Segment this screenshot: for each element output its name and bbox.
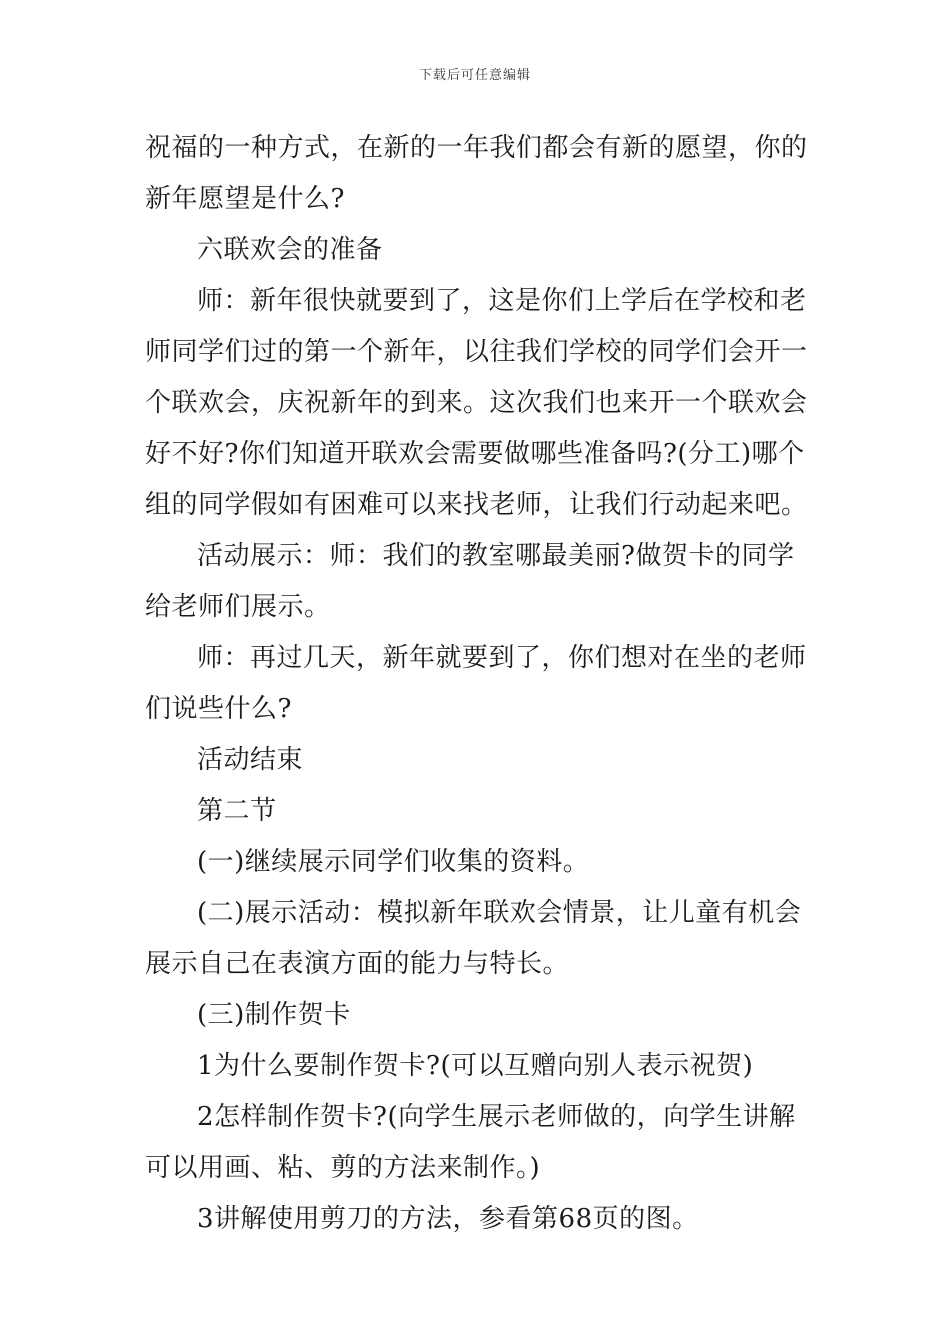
paragraph-step-one: 1为什么要制作贺卡?(可以互赠向别人表示祝贺) [197,1051,754,1081]
paragraph-step-two: 2怎样制作贺卡?(向学生展示老师做的，向学生讲解可以用画、粘、剪的方法来制作。) [145,1102,796,1183]
paragraph-item-one: (一)继续展示同学们收集的资料。 [197,847,590,877]
paragraph-continuation: 祝福的一种方式，在新的一年我们都会有新的愿望，你的新年愿望是什么? [145,133,808,214]
paragraph-section-two: 第二节 [197,796,277,826]
paragraph-teacher-question: 师：再过几天，新年就要到了，你们想对在坐的老师们说些什么? [145,643,807,724]
paragraph-section-heading: 六联欢会的准备 [197,235,383,265]
page-header: 下载后可任意编辑 [418,68,531,83]
paragraph-activity-display: 活动展示：师：我们的教室哪最美丽?做贺卡的同学给老师们展示。 [145,541,795,622]
paragraph-item-two: (二)展示活动：模拟新年联欢会情景，让儿童有机会展示自己在表演方面的能力与特长。 [145,898,802,979]
paragraph-step-three: 3讲解使用剪刀的方法，参看第68页的图。 [197,1204,699,1234]
paragraph-activity-end: 活动结束 [197,745,304,775]
paragraph-item-three: (三)制作贺卡 [197,1000,351,1030]
paragraph-teacher-speech: 师：新年很快就要到了，这是你们上学后在学校和老师同学们过的第一个新年，以往我们学校的同学们会开一个联欢会，庆祝新年的到来。这次我们也来开一个联欢会好不好?你们知道开联欢会需要做哪些准备吗?(分工)哪个组的同学假如有困难可以来找老师，让我们行动起来吧。 [145,286,808,520]
document-body [145,123,810,1245]
